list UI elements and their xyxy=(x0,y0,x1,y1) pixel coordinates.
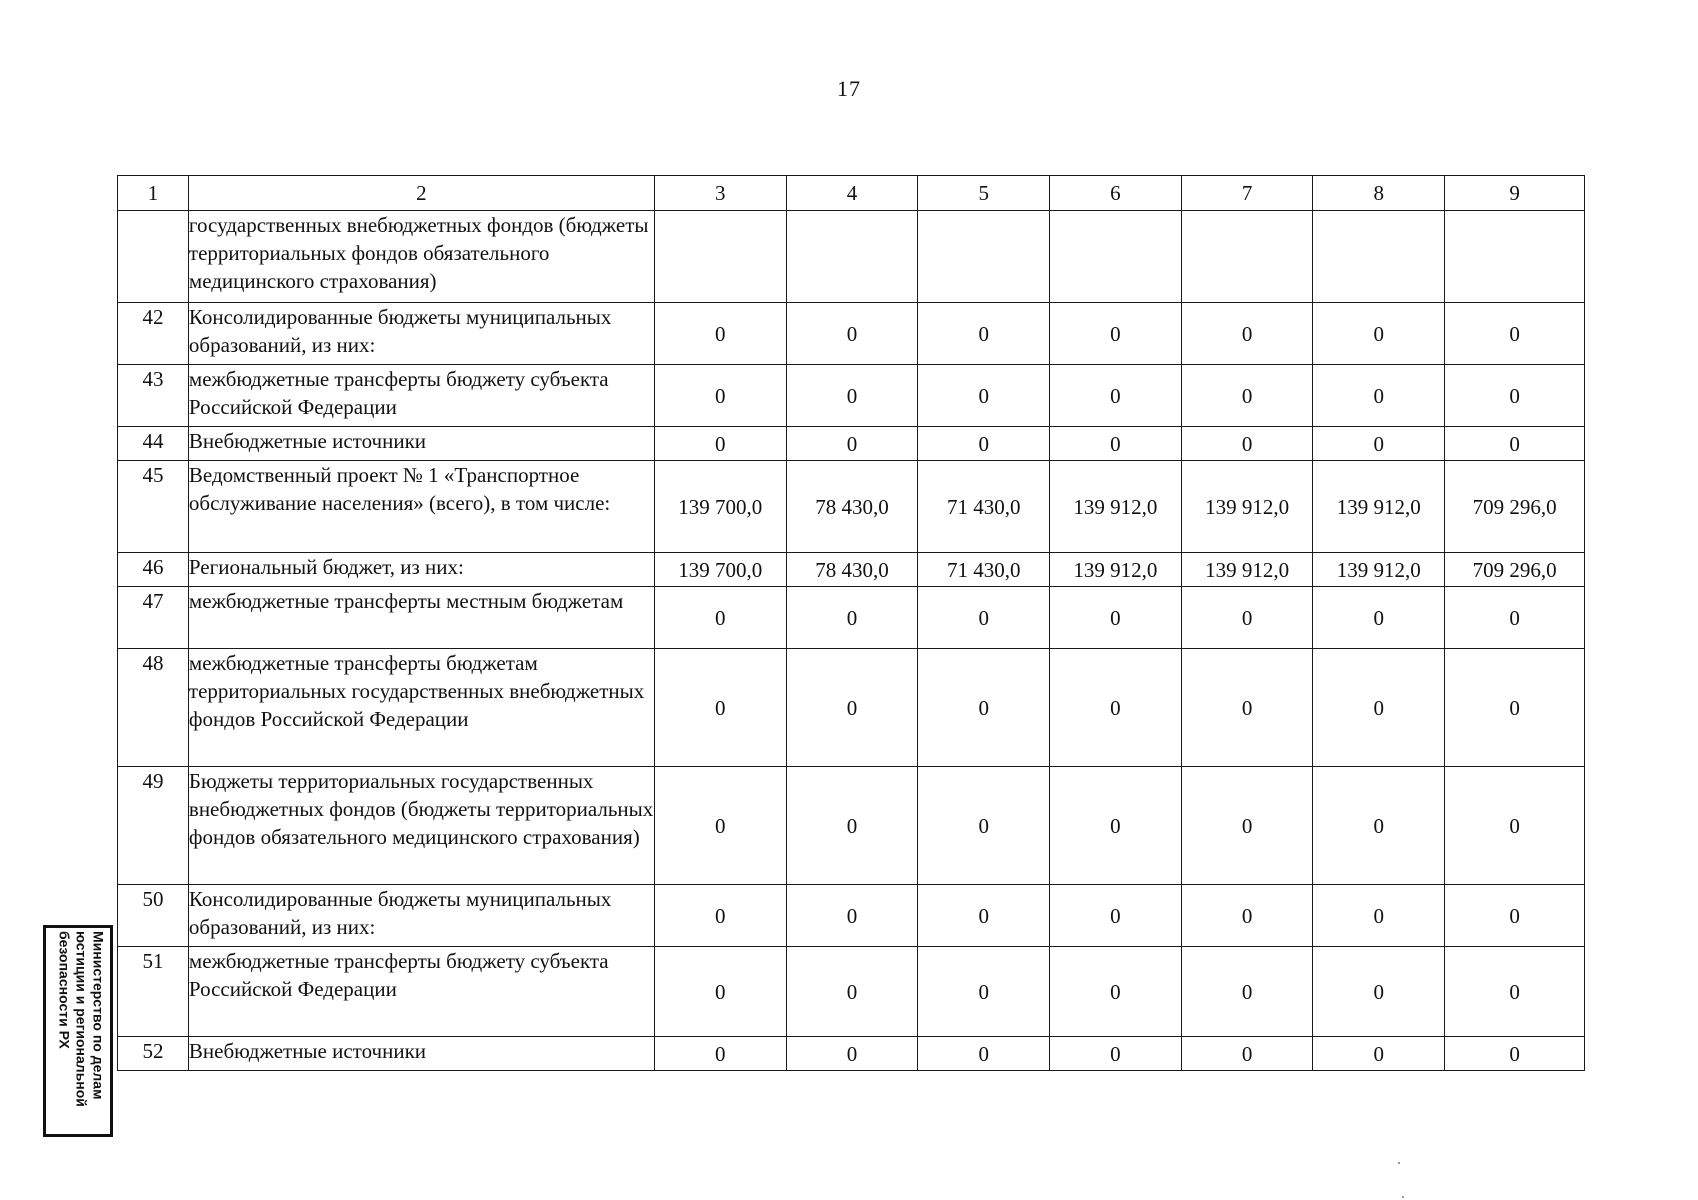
value-cell: 0 xyxy=(1445,587,1585,649)
value-cell: 0 xyxy=(1181,767,1313,885)
row-number: 46 xyxy=(118,553,189,587)
value-cell: 0 xyxy=(1445,1037,1585,1071)
value-cell: 0 xyxy=(654,427,786,461)
value-cell: 0 xyxy=(1445,427,1585,461)
value-cell: 139 912,0 xyxy=(1050,461,1182,553)
value-cell xyxy=(786,211,918,303)
value-cell: 709 296,0 xyxy=(1445,553,1585,587)
value-cell: 0 xyxy=(654,767,786,885)
table-row xyxy=(118,365,1585,427)
value-cell: 0 xyxy=(1050,587,1182,649)
value-cell: 0 xyxy=(654,587,786,649)
row-description: Региональный бюджет, из них: xyxy=(188,553,654,587)
header-cell: 9 xyxy=(1445,176,1585,211)
value-cell: 0 xyxy=(1050,767,1182,885)
value-cell: 0 xyxy=(1050,427,1182,461)
value-cell: 78 430,0 xyxy=(786,461,918,553)
table-row xyxy=(118,427,1585,461)
table-row xyxy=(118,211,1585,303)
table-row xyxy=(118,767,1585,885)
row-number: 48 xyxy=(118,649,189,767)
value-cell: 139 700,0 xyxy=(654,461,786,553)
table-row xyxy=(118,649,1585,767)
row-number: 50 xyxy=(118,885,189,947)
value-cell: 0 xyxy=(1313,649,1445,767)
row-number xyxy=(118,211,189,303)
value-cell: 0 xyxy=(1313,885,1445,947)
row-description: государственных внебюджетных фондов (бюджеты территориальных фондов обязательного медицинского страхования) xyxy=(188,211,654,303)
value-cell: 0 xyxy=(1181,649,1313,767)
row-description: Внебюджетные источники xyxy=(188,1037,654,1071)
value-cell: 0 xyxy=(786,303,918,365)
value-cell: 0 xyxy=(654,365,786,427)
row-description: Внебюджетные источники xyxy=(188,427,654,461)
value-cell: 0 xyxy=(1313,365,1445,427)
value-cell: 0 xyxy=(1313,303,1445,365)
value-cell: 0 xyxy=(786,365,918,427)
value-cell: 0 xyxy=(1181,947,1313,1037)
header-cell: 6 xyxy=(1050,176,1182,211)
value-cell: 139 700,0 xyxy=(654,553,786,587)
value-cell: 139 912,0 xyxy=(1181,553,1313,587)
value-cell: 0 xyxy=(1050,365,1182,427)
value-cell: 0 xyxy=(786,649,918,767)
value-cell: 0 xyxy=(1445,767,1585,885)
value-cell: 0 xyxy=(1181,885,1313,947)
value-cell: 0 xyxy=(786,427,918,461)
row-number: 52 xyxy=(118,1037,189,1071)
header-cell: 1 xyxy=(118,176,189,211)
value-cell: 0 xyxy=(654,303,786,365)
value-cell: 71 430,0 xyxy=(918,553,1050,587)
stamp-line: юстиции и региональной xyxy=(73,931,90,1107)
value-cell: 0 xyxy=(1313,947,1445,1037)
table-row xyxy=(118,587,1585,649)
row-description: Ведомственный проект № 1 «Транспортное обслуживание населения» (всего), в том числе: xyxy=(188,461,654,553)
value-cell: 0 xyxy=(1050,947,1182,1037)
table-row xyxy=(118,947,1585,1037)
value-cell: 0 xyxy=(1050,303,1182,365)
value-cell: 78 430,0 xyxy=(786,553,918,587)
value-cell: 0 xyxy=(1181,303,1313,365)
value-cell: 0 xyxy=(786,1037,918,1071)
value-cell: 0 xyxy=(1181,587,1313,649)
stamp-text xyxy=(56,931,107,1137)
value-cell: 0 xyxy=(654,885,786,947)
value-cell: 0 xyxy=(918,587,1050,649)
registration-stamp xyxy=(43,925,113,1137)
header-cell: 7 xyxy=(1181,176,1313,211)
value-cell: 0 xyxy=(786,587,918,649)
value-cell: 709 296,0 xyxy=(1445,461,1585,553)
value-cell xyxy=(918,211,1050,303)
row-number: 44 xyxy=(118,427,189,461)
header-cell: 4 xyxy=(786,176,918,211)
value-cell: 0 xyxy=(786,767,918,885)
value-cell: 0 xyxy=(918,947,1050,1037)
row-number: 47 xyxy=(118,587,189,649)
value-cell: 0 xyxy=(1313,427,1445,461)
value-cell: 0 xyxy=(918,427,1050,461)
value-cell: 0 xyxy=(1445,365,1585,427)
stamp-line: безопасности РХ xyxy=(56,931,73,1049)
value-cell: 0 xyxy=(1050,1037,1182,1071)
table-row xyxy=(118,1037,1585,1071)
value-cell: 0 xyxy=(918,649,1050,767)
row-description: межбюджетные трансферты местным бюджетам xyxy=(188,587,654,649)
budget-table xyxy=(117,175,1585,1071)
value-cell: 0 xyxy=(918,303,1050,365)
row-number: 42 xyxy=(118,303,189,365)
value-cell: 0 xyxy=(1445,885,1585,947)
value-cell: 139 912,0 xyxy=(1313,553,1445,587)
row-number: 45 xyxy=(118,461,189,553)
value-cell: 0 xyxy=(654,947,786,1037)
header-cell: 2 xyxy=(188,176,654,211)
value-cell xyxy=(654,211,786,303)
value-cell xyxy=(1181,211,1313,303)
scan-speck xyxy=(1398,1162,1400,1164)
value-cell: 0 xyxy=(918,1037,1050,1071)
value-cell: 71 430,0 xyxy=(918,461,1050,553)
value-cell: 0 xyxy=(1313,767,1445,885)
header-cell: 8 xyxy=(1313,176,1445,211)
row-description: межбюджетные трансферты бюджету субъекта Российской Федерации xyxy=(188,365,654,427)
value-cell: 0 xyxy=(918,767,1050,885)
value-cell: 0 xyxy=(654,649,786,767)
row-description: Консолидированные бюджеты муниципальных образований, из них: xyxy=(188,303,654,365)
value-cell xyxy=(1050,211,1182,303)
value-cell: 0 xyxy=(1181,427,1313,461)
row-description: Консолидированные бюджеты муниципальных образований, из них: xyxy=(188,885,654,947)
value-cell: 0 xyxy=(918,365,1050,427)
value-cell: 0 xyxy=(1181,365,1313,427)
value-cell: 0 xyxy=(786,885,918,947)
value-cell: 0 xyxy=(1050,649,1182,767)
value-cell: 139 912,0 xyxy=(1313,461,1445,553)
value-cell: 0 xyxy=(1445,947,1585,1037)
scan-speck xyxy=(1402,1196,1404,1198)
value-cell: 0 xyxy=(1313,1037,1445,1071)
row-number: 51 xyxy=(118,947,189,1037)
table-row xyxy=(118,461,1585,553)
header-cell: 3 xyxy=(654,176,786,211)
value-cell: 0 xyxy=(1445,303,1585,365)
header-row xyxy=(118,176,1585,211)
value-cell: 139 912,0 xyxy=(1181,461,1313,553)
value-cell xyxy=(1445,211,1585,303)
row-description: Бюджеты территориальных государственных внебюджетных фондов (бюджеты территориальных фондов обязательного медицинского страхования) xyxy=(188,767,654,885)
table-row xyxy=(118,303,1585,365)
stamp-line: Министерство по делам xyxy=(90,931,107,1100)
row-description: межбюджетные трансферты бюджетам территориальных государственных внебюджетных фондов Российской Федерации xyxy=(188,649,654,767)
row-number: 49 xyxy=(118,767,189,885)
header-cell: 5 xyxy=(918,176,1050,211)
value-cell: 0 xyxy=(1445,649,1585,767)
page-number: 17 xyxy=(837,76,861,101)
row-description: межбюджетные трансферты бюджету субъекта Российской Федерации xyxy=(188,947,654,1037)
value-cell: 0 xyxy=(786,947,918,1037)
value-cell: 0 xyxy=(1050,885,1182,947)
row-number: 43 xyxy=(118,365,189,427)
table-row xyxy=(118,885,1585,947)
value-cell: 0 xyxy=(1181,1037,1313,1071)
table-row xyxy=(118,553,1585,587)
value-cell: 0 xyxy=(918,885,1050,947)
value-cell: 139 912,0 xyxy=(1050,553,1182,587)
value-cell: 0 xyxy=(1313,587,1445,649)
value-cell xyxy=(1313,211,1445,303)
value-cell: 0 xyxy=(654,1037,786,1071)
